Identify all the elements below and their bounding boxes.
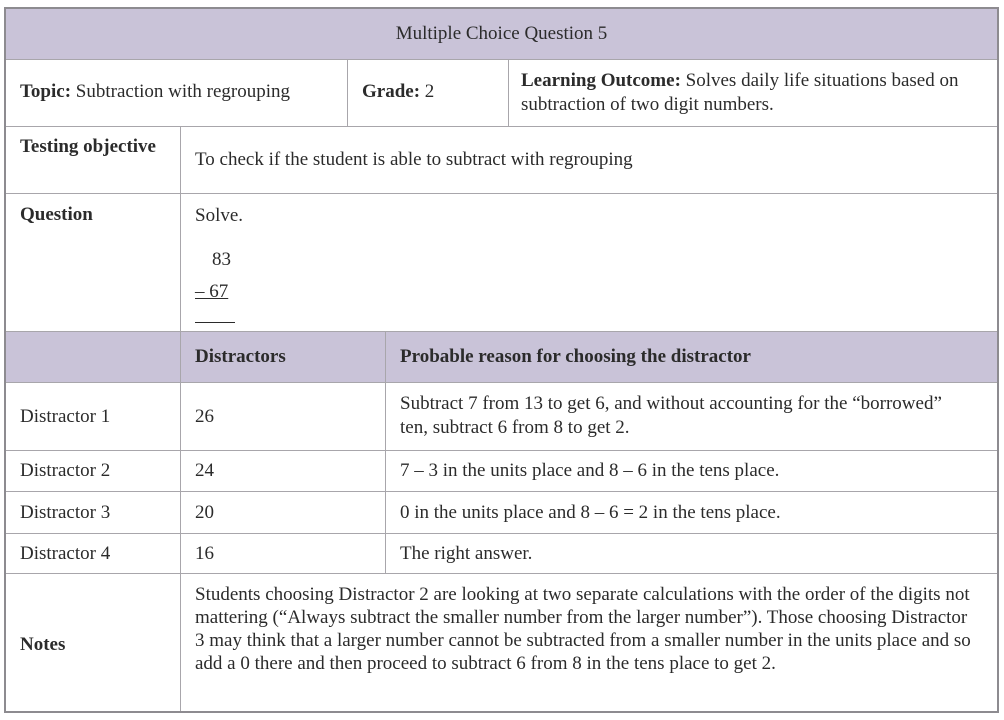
table-row-name: Distractor 1 — [20, 406, 111, 427]
testing-objective-value: To check if the student is able to subtract with regrouping — [195, 149, 633, 170]
outcome-cell — [509, 60, 997, 126]
divider — [6, 450, 997, 451]
subtrahend: – 67 — [195, 281, 229, 302]
answer-line — [195, 322, 235, 323]
topic-cell — [6, 60, 347, 126]
distractor-header-distractors: Distractors — [195, 346, 286, 367]
divider — [180, 127, 181, 711]
divider — [347, 60, 348, 126]
divider — [6, 59, 997, 60]
grade-value: 2 — [424, 81, 435, 102]
question-instruction: Solve. — [195, 205, 244, 226]
table-row-value: 26 — [195, 406, 214, 427]
divider — [6, 331, 997, 332]
topic-label: Topic: — [20, 81, 72, 102]
question-label: Question — [20, 204, 93, 225]
divider — [6, 491, 997, 492]
notes-label: Notes — [20, 634, 66, 655]
grade-cell — [348, 60, 508, 126]
outcome-value: Solves daily life situations based on subtraction of two digit numbers. — [521, 70, 959, 115]
testing-objective-value-cell — [181, 127, 997, 193]
table-row-value: 16 — [195, 543, 214, 564]
notes-label-cell — [6, 574, 180, 711]
table-row-name: Distractor 2 — [20, 460, 111, 481]
title-row — [6, 9, 997, 59]
divider — [6, 533, 997, 534]
page-title: Multiple Choice Question 5 — [395, 23, 608, 44]
divider — [6, 193, 997, 194]
minuend: 83 — [212, 249, 231, 270]
divider — [6, 382, 997, 383]
grade-label: Grade: — [362, 81, 421, 102]
distractor-header-reason: Probable reason for choosing the distractor — [400, 346, 751, 367]
testing-objective-label-cell — [6, 127, 180, 193]
question-label-cell — [6, 194, 180, 331]
table-row-value: 20 — [195, 502, 214, 523]
table-row-reason: Subtract 7 from 13 to get 6, and without accounting for the “borrowed” ten, subtract 6 from 8 to get 2. — [400, 393, 942, 438]
distractor-header-blank — [6, 332, 180, 382]
question-card — [4, 7, 999, 713]
divider — [6, 573, 997, 574]
divider — [508, 60, 509, 126]
table-row-value: 24 — [195, 460, 214, 481]
notes-text: Students choosing Distractor 2 are looking at two separate calculations with the order of the digits not mattering (“Always subtract the smaller number from the larger number”). Those choosing Distractor 3 may think that a larger number cannot be subtracted from a smaller number in the units place and so add a 0 there and then proceed to subtract 6 from 8 in the tens place to get 2. — [195, 584, 971, 674]
table-row-reason: 7 – 3 in the units place and 8 – 6 in the tens place. — [400, 460, 780, 481]
table-row-name: Distractor 4 — [20, 543, 111, 564]
table-row-name: Distractor 3 — [20, 502, 111, 523]
topic-value: Subtraction with regrouping — [75, 81, 291, 102]
table-row-reason: The right answer. — [400, 543, 533, 564]
question-body-cell — [181, 194, 997, 331]
testing-objective-label: Testing objective — [20, 136, 156, 157]
divider — [385, 332, 386, 573]
divider — [6, 126, 997, 127]
notes-text-cell — [181, 574, 997, 711]
table-row-reason: 0 in the units place and 8 – 6 = 2 in the tens place. — [400, 502, 781, 523]
outcome-label: Learning Outcome: — [521, 70, 681, 91]
